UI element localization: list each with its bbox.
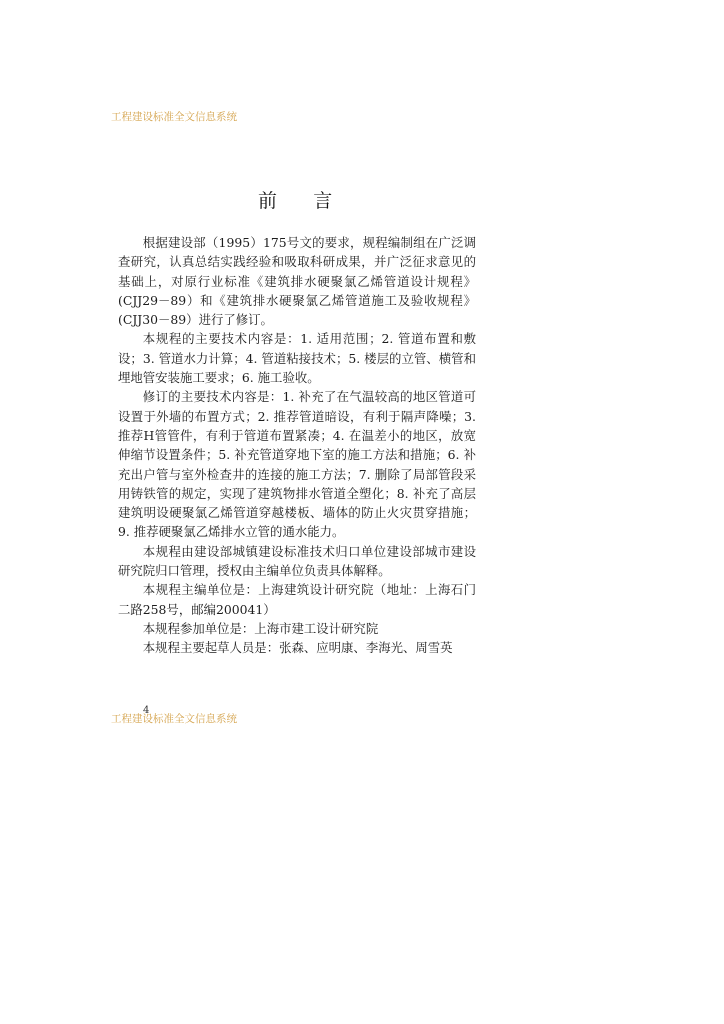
paragraph-main-content: 本规程的主要技术内容是：1. 适用范围；2. 管道布置和敷设；3. 管道水力计算；4. 管道粘接技术；5. 楼层的立管、横管和埋地管安装施工要求；6. 施工验收。 — [118, 331, 476, 386]
paragraph-revision-content: 修订的主要技术内容是：1. 补充了在气温较高的地区管道可设置于外墙的布置方式；2. 推荐管道暗设，有利于隔声降噪；3. 推荐H管管件，有利于管道布置紧凑；4. 在温差小的地区，放宽伸缩节设置条件；5. 补充管道穿地下室的施工方法和措施；6. 补充出户管与室外检查井的连接的施工方法；7. 删除了局部管段采用铸铁管的规定，实现了建筑物排水管道全塑化；8. 补充了高层建筑明设硬聚氯乙烯管道穿越楼板、墙体的防止火灾贯穿措施；9. 推荐硬聚氯乙烯排水立管的通水能力。 — [118, 389, 476, 540]
watermark-bottom: 工程建设标准全文信息系统 — [111, 713, 237, 725]
paragraph-chief-editor: 本规程主编单位是：上海建筑设计研究院（地址：上海石门二路258号，邮编200041） — [118, 582, 476, 617]
page-number: 4 — [143, 705, 150, 716]
paragraph-drafters: 本规程主要起草人员是：张森、应明康、李海光、周雪英 — [142, 640, 453, 656]
paragraph-participants: 本规程参加单位是：上海市建工设计研究院 — [142, 620, 379, 636]
paragraph-background: 根据建设部（1995）175号文的要求，规程编制组在广泛调查研究，认真总结实践经验和吸取科研成果，并广泛征求意见的基础上，对原行业标准《建筑排水硬聚氯乙烯管道设计规程》(CJJ29－89）和《建筑排水硬聚氯乙烯管道施工及验收规程》(CJJ30－89）进行了修订。 — [118, 235, 476, 328]
watermark-top: 工程建设标准全文信息系统 — [111, 111, 237, 123]
document-body — [118, 233, 476, 658]
page-title: 前 言 — [258, 190, 333, 212]
paragraph-management: 本规程由建设部城镇建设标准技术归口单位建设部城市建设研究院归口管理，授权由主编单位负责具体解释。 — [118, 543, 476, 579]
